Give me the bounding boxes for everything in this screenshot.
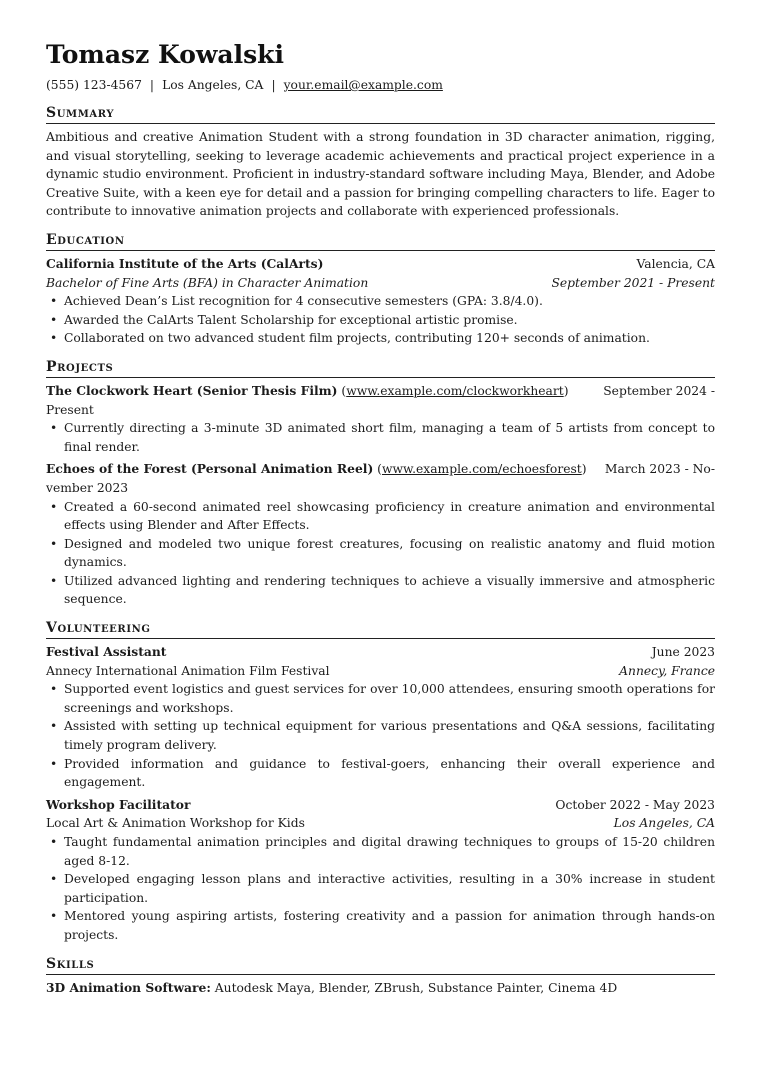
list-item: • Created a 60-second animated reel showcasing proficiency in creature animation and environmental effects using Blender and After Effects. [46,498,715,535]
volunteer-bullets [46,680,715,792]
contact-separator: | [271,78,276,92]
skills-value: Autodesk Maya, Blender, ZBrush, Substance Painter, Cinema 4D [214,980,618,995]
education-heading: Education [46,231,715,251]
volunteer-location: Los Angeles, CA [613,816,715,831]
summary-heading: Summary [46,104,715,124]
list-item: • Provided information and guidance to festival-goers, enhancing their overall experience and engagement. [46,755,715,792]
project-date: September 2024 - [603,383,715,398]
list-item: • Taught fundamental animation principles and digital drawing techniques to groups of 15-20 children aged 8-12. [46,833,715,870]
list-item: • Designed and modeled two unique forest creatures, focusing on realistic anatomy and fluid motion dynamics. [46,535,715,572]
contact-separator: | [149,78,155,92]
project-link[interactable]: www.example.com/echoesforest [381,462,582,477]
project-entry: March 2023 - No- Echoes of the Forest (Personal Animation Reel) (www.example.com/echoesforest) vember 2023 • Created a 60-second animated reel showcasing proficiency in creature animation and environmental effects using Blender and After Effects. • Designed and modeled two unique forest creatures, focusing on realistic anatomy and fluid motion dynamics. • Utilized advanced lighting and rendering techniques to achieve a visually immersive and atmospheric sequence. [46,460,715,609]
volunteer-location: Annecy, France [619,663,715,678]
resume-page [46,38,715,997]
volunteering-heading: Volunteering [46,619,715,639]
project-date-cont: vember 2023 [46,480,129,495]
degree-title: Bachelor of Fine Arts (BFA) in Character Animation [46,275,369,290]
volunteer-entry [46,796,715,945]
education-entry [46,255,715,348]
skills-line [46,979,715,998]
project-date: March 2023 - No- [604,462,715,477]
volunteer-entry [46,643,715,792]
volunteer-date: October 2022 - May 2023 [555,797,715,812]
project-entry: September 2024 - The Clockwork Heart (Senior Thesis Film) (www.example.com/clockworkheart) Present • Currently directing a 3-minute 3D animated short film, managing a team of 5 artists from concept to final render. [46,382,715,456]
skills-heading: Skills [46,955,715,975]
education-bullets [46,292,715,348]
project-bullets [46,498,715,610]
list-item: • Mentored young aspiring artists, fostering creativity and a passion for animation through hands-on projects. [46,907,715,944]
location-text: Los Angeles, CA [162,78,264,92]
project-date-cont: Present [46,402,94,417]
summary-text: Ambitious and creative Animation Student with a strong foundation in 3D character animation, rigging, and visual storytelling, seeking to leverage academic achievements and practical project experience in a dynamic studio environment. Proficient in industry-standard software including Maya, Blender, and Adobe Creative Suite, with a keen eye for detail and a passion for bringing compelling characters to life. Eager to contribute to innovative animation projects and collaborate with experienced professionals. [46,130,715,219]
list-item: • Currently directing a 3-minute 3D animated short film, managing a team of 5 artists from concept to final render. [46,419,715,456]
school-name: California Institute of the Arts (CalArts) [46,255,324,271]
volunteer-org: Annecy International Animation Film Festival [46,663,330,678]
list-item: • Achieved Dean’s List recognition for 4 consecutive semesters (GPA: 3.8/4.0). [46,292,715,311]
volunteer-date: June 2023 [651,645,715,660]
email-link[interactable]: your.email@example.com [283,78,443,92]
list-item: • Awarded the CalArts Talent Scholarship for exceptional artistic promise. [46,311,715,330]
education-dates: September 2021 - Present [551,275,715,290]
list-item: • Developed engaging lesson plans and interactive activities, resulting in a 30% increase in student participation. [46,870,715,907]
skills-label: 3D Animation Software: [46,979,211,995]
list-item: • Assisted with setting up technical equipment for various presentations and Q&A sessions, facilitating timely program delivery. [46,717,715,754]
list-item: • Supported event logistics and guest services for over 10,000 attendees, ensuring smooth operations for screenings and workshops. [46,680,715,717]
project-link[interactable]: www.example.com/clockworkheart [346,383,564,398]
list-item: • Collaborated on two advanced student film projects, contributing 120+ seconds of animation. [46,329,715,348]
school-location: Valencia, CA [636,256,715,271]
contact-line [46,76,715,94]
projects-heading: Projects [46,358,715,378]
phone-number: (555) 123-4567 [46,78,142,92]
volunteer-bullets [46,833,715,945]
volunteer-role: Workshop Facilitator [46,796,191,812]
list-item: • Utilized advanced lighting and rendering techniques to achieve a visually immersive and atmospheric sequence. [46,572,715,609]
project-bullets [46,419,715,456]
candidate-name: Tomasz Kowalski [46,40,285,69]
project-title: Echoes of the Forest (Personal Animation Reel) [46,461,374,477]
project-title: The Clockwork Heart (Senior Thesis Film) [46,382,338,398]
volunteer-org: Local Art & Animation Workshop for Kids [46,816,305,831]
volunteer-role: Festival Assistant [46,644,167,660]
